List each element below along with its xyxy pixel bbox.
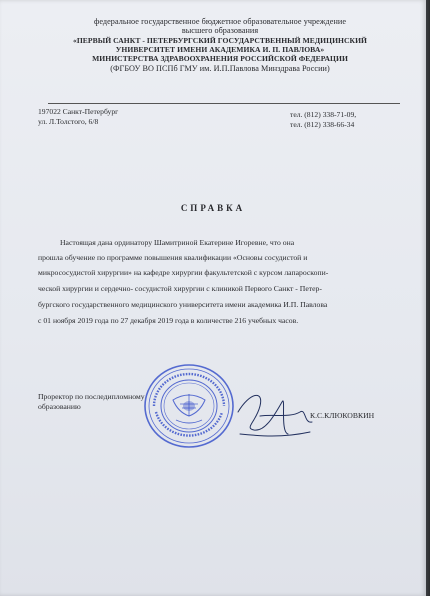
signatory-position-line-2: образованию xyxy=(38,402,81,411)
handwritten-signature xyxy=(230,372,320,452)
header-line-6: (ФГБОУ ВО ПСПб ГМУ им. И.П.Павлова Минздрава России) xyxy=(110,64,330,73)
header-line-5: МИНИСТЕРСТВА ЗДРАВООХРАНЕНИЯ РОССИЙСКОЙ ФЕДЕРАЦИИ xyxy=(92,54,348,63)
phone-2: тел. (812) 338-66-34 xyxy=(290,120,355,129)
body-line-5: бургского государственного медицинского университета имени академика И.П. Павлова xyxy=(38,300,328,309)
address-street: ул. Л.Толстого, 6/8 xyxy=(38,117,99,126)
header-line-3: «ПЕРВЫЙ САНКТ - ПЕТЕРБУРГСКИЙ ГОСУДАРСТВЕННЫЙ МЕДИЦИНСКИЙ xyxy=(72,36,368,45)
page-edge-shadow xyxy=(426,0,430,596)
phone-1: тел. (812) 338-71-09, xyxy=(290,110,357,119)
header-line-2: высшего образования xyxy=(181,26,259,35)
document-title: СПРАВКА xyxy=(180,203,246,213)
address-postal: 197022 Санкт-Петербург xyxy=(38,107,119,116)
header-divider xyxy=(48,103,400,104)
signatory-name: К.С.КЛЮКОВКИН xyxy=(310,411,375,420)
body-line-2: прошла обучение по программе повышения квалификации «Основы сосудистой и xyxy=(38,253,308,262)
official-seal xyxy=(140,360,238,452)
body-line-6: с 01 ноября 2019 года по 27 декабря 2019 года в количестве 216 учебных часов. xyxy=(38,316,299,325)
signatory-position-line-1: Проректор по последипломному xyxy=(38,392,145,401)
body-line-3: микрососудистой хирургии» на кафедре хирургии факультетской с курсом лапароскопи- xyxy=(38,268,329,277)
body-line-1: Настоящая дана ординатору Шамитриной Екатерине Игоревне, что она xyxy=(60,238,295,247)
header-line-1: федеральное государственное бюджетное образовательное учреждение xyxy=(93,17,347,26)
body-line-4: ческой хирургии и сердечно- сосудистой хирургии с клиникой Первого Санкт - Петер- xyxy=(38,284,322,293)
header-line-4: УНИВЕРСИТЕТ ИМЕНИ АКАДЕМИКА И. П. ПАВЛОВА» xyxy=(115,45,325,54)
